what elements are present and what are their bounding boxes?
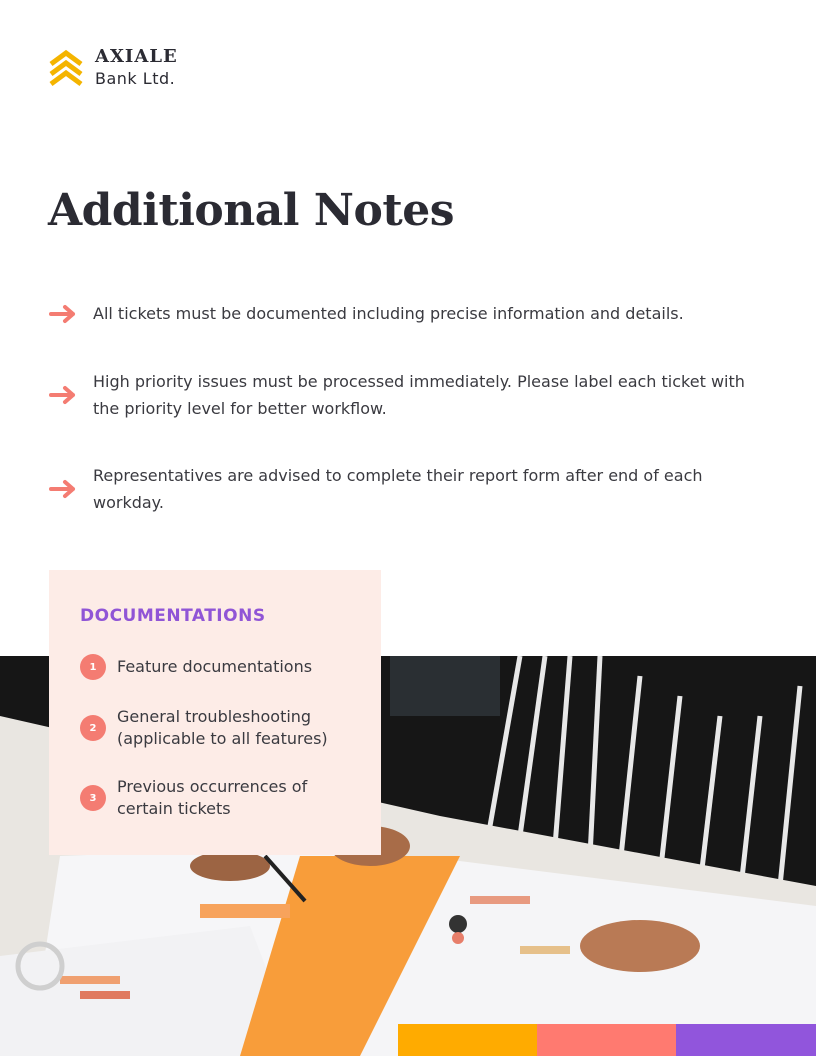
color-bar-coral	[537, 1024, 676, 1056]
arrow-right-icon	[48, 479, 78, 499]
arrow-right-icon	[48, 304, 78, 324]
brand-name: AXIALE	[95, 46, 178, 67]
number-badge: 3	[80, 785, 106, 811]
documentations-card	[49, 570, 381, 855]
color-bar-orange	[398, 1024, 537, 1056]
documentation-text: General troubleshooting (applicable to all features)	[117, 707, 328, 748]
documentation-item	[80, 776, 347, 820]
note-item	[48, 300, 748, 327]
number-badge: 1	[80, 654, 106, 680]
brand-subtitle: Bank Ltd.	[95, 68, 176, 88]
note-text: All tickets must be documented including precise information and details.	[93, 304, 684, 323]
note-item	[48, 462, 748, 516]
note-text: High priority issues must be processed immediately. Please label each ticket with the priority level for better workflow.	[93, 372, 745, 418]
page-title: Additional Notes	[48, 185, 454, 236]
documentations-title: DOCUMENTATIONS	[80, 606, 266, 626]
double-chevron-up-icon	[48, 46, 84, 88]
arrow-right-icon	[48, 385, 78, 405]
documentation-text: Feature documentations	[117, 657, 313, 676]
documentation-text: Previous occurrences of certain tickets	[117, 777, 308, 818]
note-item	[48, 368, 748, 422]
documentation-item	[80, 654, 347, 680]
number-badge: 2	[80, 715, 106, 741]
brand-logo	[48, 46, 178, 89]
documentation-item	[80, 706, 347, 750]
color-bar-purple	[676, 1024, 816, 1056]
note-text: Representatives are advised to complete their report form after end of each workday.	[93, 466, 703, 512]
